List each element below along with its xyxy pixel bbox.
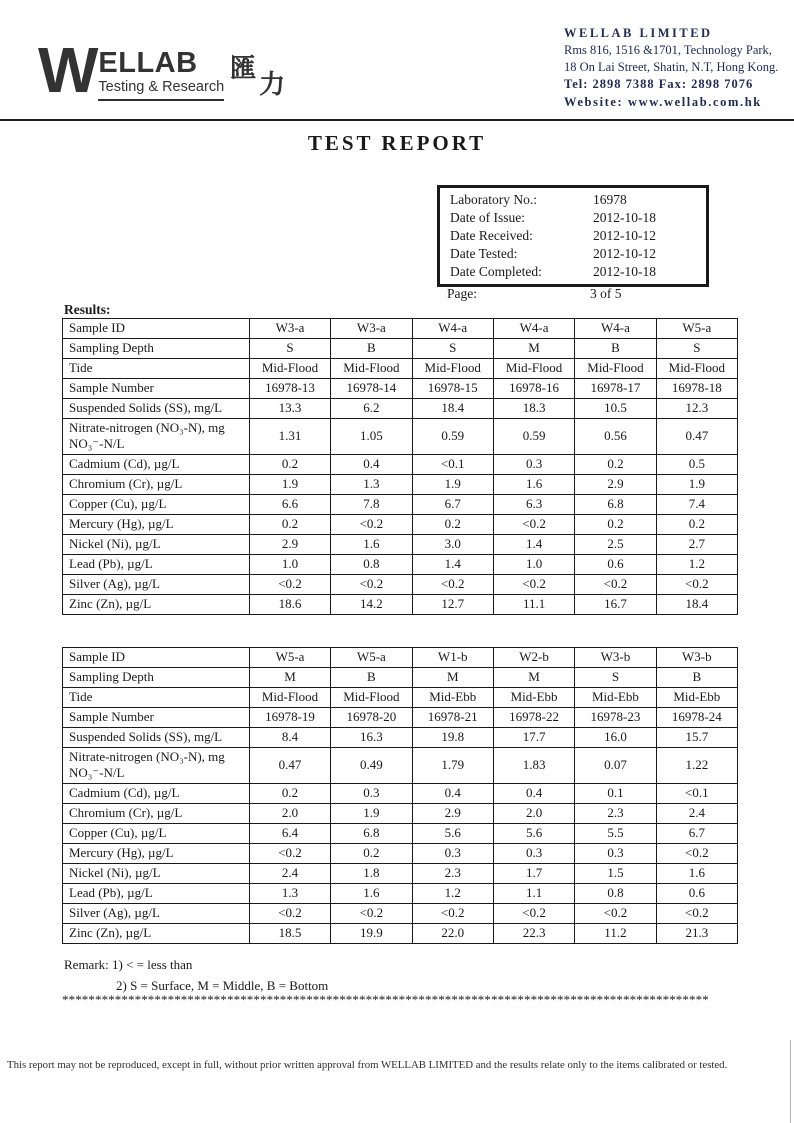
row-label: Sample Number [63, 708, 250, 728]
row-value: 1.7 [493, 863, 574, 883]
row-value: <0.2 [656, 903, 737, 923]
row-value: 0.47 [249, 748, 330, 784]
row-value: 1.3 [331, 474, 412, 494]
row-value: 1.31 [249, 419, 330, 455]
row-value: B [331, 668, 412, 688]
row-value: 0.6 [656, 883, 737, 903]
row-value: Mid-Flood [656, 359, 737, 379]
row-value: 0.8 [331, 554, 412, 574]
row-value: 10.5 [575, 399, 656, 419]
logo-chinese-char-1: 匯 [230, 54, 257, 83]
row-value: 0.2 [656, 514, 737, 534]
row-value: 16978-18 [656, 379, 737, 399]
row-value: 2.4 [656, 803, 737, 823]
row-value: 6.8 [575, 494, 656, 514]
row-value: 1.6 [331, 534, 412, 554]
row-value: 0.6 [575, 554, 656, 574]
row-label: Nickel (Ni), µg/L [63, 534, 250, 554]
row-value: 7.4 [656, 494, 737, 514]
row-value: 0.07 [575, 748, 656, 784]
row-value: 1.83 [493, 748, 574, 784]
row-value: 6.6 [249, 494, 330, 514]
row-value: 19.8 [412, 728, 493, 748]
table-row [63, 843, 738, 863]
scan-edge-artifact [790, 1040, 791, 1123]
row-value: <0.2 [249, 843, 330, 863]
row-value: 1.0 [249, 554, 330, 574]
table-row [63, 454, 738, 474]
row-label: Nickel (Ni), µg/L [63, 863, 250, 883]
lab-info-value: 2012-10-18 [593, 263, 656, 279]
row-label: Lead (Pb), µg/L [63, 554, 250, 574]
row-value: 12.7 [412, 594, 493, 614]
row-value: M [249, 668, 330, 688]
row-value: 11.2 [575, 923, 656, 943]
row-label: Copper (Cu), µg/L [63, 494, 250, 514]
wellab-logo [38, 34, 286, 106]
row-value: W2-b [493, 648, 574, 668]
row-value: 1.6 [331, 883, 412, 903]
page-number-row [447, 286, 709, 302]
table-row [63, 359, 738, 379]
table-row [63, 688, 738, 708]
table-row [63, 399, 738, 419]
table-row [63, 748, 738, 784]
row-value: 16978-20 [331, 708, 412, 728]
logo-tagline: Testing & Research [98, 79, 225, 95]
header-divider-rule [0, 119, 794, 121]
lab-info-value: 2012-10-12 [593, 227, 656, 243]
row-value: 6.7 [412, 494, 493, 514]
row-value: 22.3 [493, 923, 574, 943]
lab-info-value: 2012-10-12 [593, 245, 656, 261]
row-value: 2.4 [249, 863, 330, 883]
row-value: 6.7 [656, 823, 737, 843]
row-value: 1.22 [656, 748, 737, 784]
table-row [63, 668, 738, 688]
row-value: Mid-Flood [331, 688, 412, 708]
row-value: 8.4 [249, 728, 330, 748]
row-value: 18.4 [656, 594, 737, 614]
row-value: 1.3 [249, 883, 330, 903]
logo-chinese-char-2: 力 [259, 70, 286, 99]
row-value: 1.9 [412, 474, 493, 494]
row-value: 0.2 [249, 514, 330, 534]
company-address-line-2: 18 On Lai Street, Shatin, N.T, Hong Kong. [564, 60, 779, 75]
logo-w-letter: W [38, 34, 97, 106]
row-value: 0.2 [331, 843, 412, 863]
row-value: <0.2 [656, 843, 737, 863]
company-info-block [564, 25, 790, 111]
row-value: 5.5 [575, 823, 656, 843]
row-label: Mercury (Hg), µg/L [63, 843, 250, 863]
row-value: 0.1 [575, 783, 656, 803]
row-value: 19.9 [331, 923, 412, 943]
row-value: 16978-22 [493, 708, 574, 728]
row-value: 18.6 [249, 594, 330, 614]
row-value: 2.9 [249, 534, 330, 554]
logo-chinese-characters [230, 48, 284, 104]
row-value: 16.0 [575, 728, 656, 748]
row-value: 18.3 [493, 399, 574, 419]
table-row [63, 319, 738, 339]
row-value: 21.3 [656, 923, 737, 943]
row-label: Copper (Cu), µg/L [63, 823, 250, 843]
row-value: W3-b [575, 648, 656, 668]
table-row [63, 863, 738, 883]
row-label: Sampling Depth [63, 339, 250, 359]
row-value: <0.2 [331, 514, 412, 534]
row-value: 0.3 [493, 843, 574, 863]
row-value: <0.2 [249, 903, 330, 923]
row-value: <0.2 [575, 574, 656, 594]
row-value: Mid-Flood [249, 359, 330, 379]
lab-info-label: Laboratory No.: [450, 192, 537, 207]
lab-info-label: Date of Issue: [450, 209, 525, 225]
lab-info-value: 16978 [593, 192, 627, 207]
row-label: Sample ID [63, 319, 250, 339]
row-value: <0.1 [656, 783, 737, 803]
row-value: 6.2 [331, 399, 412, 419]
row-value: S [249, 339, 330, 359]
row-value: 0.56 [575, 419, 656, 455]
table-row [63, 474, 738, 494]
company-website: Website: www.wellab.com.hk [564, 94, 762, 109]
row-value: 2.9 [412, 803, 493, 823]
asterisk-separator: ************************************************************************************************** [62, 992, 709, 1007]
row-value: W4-a [575, 319, 656, 339]
results-heading: Results: [64, 302, 111, 317]
row-label: Sample ID [63, 648, 250, 668]
row-value: 0.4 [412, 783, 493, 803]
lab-info-value: 2012-10-18 [593, 209, 656, 225]
row-value: <0.2 [412, 903, 493, 923]
row-value: W1-b [412, 648, 493, 668]
row-value: Mid-Flood [493, 359, 574, 379]
row-value: 0.4 [331, 454, 412, 474]
table-row [63, 554, 738, 574]
row-value: 16.3 [331, 728, 412, 748]
row-value: 0.3 [493, 454, 574, 474]
remark-line-1: Remark: 1) < = less than [64, 957, 193, 972]
table-row [63, 883, 738, 903]
row-value: Mid-Ebb [656, 688, 737, 708]
row-value: 2.5 [575, 534, 656, 554]
page-number-label: Page: [447, 286, 477, 301]
footer-disclaimer: This report may not be reproduced, except in full, without prior written approval from WELLAB LIMITED and the results relate only to the items calibrated or tested. [7, 1059, 728, 1071]
row-value: 2.7 [656, 534, 737, 554]
row-label: Cadmium (Cd), µg/L [63, 454, 250, 474]
row-value: 0.2 [575, 514, 656, 534]
lab-info-label: Date Tested: [450, 245, 518, 261]
row-value: 2.0 [249, 803, 330, 823]
table-row [63, 708, 738, 728]
row-value: <0.2 [656, 574, 737, 594]
row-label: Sample Number [63, 379, 250, 399]
row-value: 11.1 [493, 594, 574, 614]
row-value: <0.2 [412, 574, 493, 594]
row-value: 2.0 [493, 803, 574, 823]
row-value: W5-a [249, 648, 330, 668]
row-label: Suspended Solids (SS), mg/L [63, 399, 250, 419]
table-row [63, 419, 738, 455]
row-value: W3-a [331, 319, 412, 339]
table-row [63, 728, 738, 748]
row-value: 0.59 [493, 419, 574, 455]
row-label: Tide [63, 688, 250, 708]
results-table-flood [62, 318, 738, 615]
row-value: Mid-Flood [331, 359, 412, 379]
row-value: 16978-24 [656, 708, 737, 728]
row-value: 1.05 [331, 419, 412, 455]
table-row [63, 339, 738, 359]
row-value: <0.2 [331, 903, 412, 923]
row-value: 0.3 [331, 783, 412, 803]
table-row [63, 514, 738, 534]
row-value: 16.7 [575, 594, 656, 614]
row-value: 6.3 [493, 494, 574, 514]
table-row [63, 783, 738, 803]
row-value: S [656, 339, 737, 359]
row-value: 2.3 [575, 803, 656, 823]
row-value: 5.6 [493, 823, 574, 843]
lab-info-row [450, 191, 706, 209]
row-value: Mid-Flood [249, 688, 330, 708]
row-value: <0.1 [412, 454, 493, 474]
lab-info-row [450, 245, 706, 263]
row-value: M [493, 668, 574, 688]
row-value: 1.79 [412, 748, 493, 784]
row-value: 16978-15 [412, 379, 493, 399]
row-value: W5-a [656, 319, 737, 339]
row-value: 0.59 [412, 419, 493, 455]
row-value: 0.2 [249, 783, 330, 803]
row-value: 1.2 [412, 883, 493, 903]
row-value: 1.9 [249, 474, 330, 494]
row-value: W5-a [331, 648, 412, 668]
row-value: 0.5 [656, 454, 737, 474]
row-value: 1.6 [493, 474, 574, 494]
row-value: 13.3 [249, 399, 330, 419]
row-value: B [575, 339, 656, 359]
row-value: 16978-23 [575, 708, 656, 728]
row-value: W3-b [656, 648, 737, 668]
row-value: 16978-21 [412, 708, 493, 728]
row-value: 3.0 [412, 534, 493, 554]
row-value: 18.5 [249, 923, 330, 943]
row-label: Nitrate-nitrogen (NO₃-N), mg NO₃⁻-N/L [63, 419, 250, 455]
row-value: 0.2 [575, 454, 656, 474]
row-label: Silver (Ag), µg/L [63, 574, 250, 594]
logo-ellab-text: ELLAB [98, 47, 198, 79]
row-label: Chromium (Cr), µg/L [63, 474, 250, 494]
table-row [63, 574, 738, 594]
row-value: 0.4 [493, 783, 574, 803]
table-row [63, 803, 738, 823]
row-value: 1.9 [331, 803, 412, 823]
row-value: 0.8 [575, 883, 656, 903]
row-value: <0.2 [575, 903, 656, 923]
row-value: B [331, 339, 412, 359]
lab-info-row [450, 209, 706, 227]
row-label: Zinc (Zn), µg/L [63, 594, 250, 614]
row-value: 6.4 [249, 823, 330, 843]
row-value: 17.7 [493, 728, 574, 748]
row-label: Mercury (Hg), µg/L [63, 514, 250, 534]
row-value: 6.8 [331, 823, 412, 843]
row-value: S [575, 668, 656, 688]
logo-text-block [98, 49, 224, 101]
row-value: S [412, 339, 493, 359]
results-table-ebb [62, 647, 738, 944]
row-value: 0.49 [331, 748, 412, 784]
row-value: 16978-17 [575, 379, 656, 399]
row-value: 16978-19 [249, 708, 330, 728]
row-value: 14.2 [331, 594, 412, 614]
table-row [63, 494, 738, 514]
table-row [63, 923, 738, 943]
row-label: Zinc (Zn), µg/L [63, 923, 250, 943]
row-value: M [493, 339, 574, 359]
row-value: 16978-14 [331, 379, 412, 399]
remark-line-2: 2) S = Surface, M = Middle, B = Bottom [116, 978, 329, 993]
row-value: Mid-Ebb [412, 688, 493, 708]
row-value: 1.6 [656, 863, 737, 883]
table-row [63, 903, 738, 923]
row-label: Lead (Pb), µg/L [63, 883, 250, 903]
row-value: 1.2 [656, 554, 737, 574]
row-label: Chromium (Cr), µg/L [63, 803, 250, 823]
row-value: 1.9 [656, 474, 737, 494]
row-value: 1.5 [575, 863, 656, 883]
company-address-line-1: Rms 816, 1516 &1701, Technology Park, [564, 43, 772, 58]
row-value: 7.8 [331, 494, 412, 514]
table-row [63, 379, 738, 399]
row-value: 1.1 [493, 883, 574, 903]
row-value: <0.2 [331, 574, 412, 594]
row-value: 2.3 [412, 863, 493, 883]
row-label: Nitrate-nitrogen (NO₃-N), mg NO₃⁻-N/L [63, 748, 250, 784]
row-value: 12.3 [656, 399, 737, 419]
row-label: Cadmium (Cd), µg/L [63, 783, 250, 803]
lab-info-row [450, 227, 706, 245]
lab-info-row [450, 263, 706, 281]
company-tel-fax: Tel: 2898 7388 Fax: 2898 7076 [564, 77, 754, 92]
row-value: <0.2 [493, 514, 574, 534]
row-value: 18.4 [412, 399, 493, 419]
row-value: <0.2 [249, 574, 330, 594]
row-value: W4-a [412, 319, 493, 339]
row-value: 1.4 [493, 534, 574, 554]
row-value: B [656, 668, 737, 688]
row-value: 5.6 [412, 823, 493, 843]
page-title: TEST REPORT [307, 131, 487, 155]
row-value: <0.2 [493, 903, 574, 923]
row-value: 15.7 [656, 728, 737, 748]
lab-info-label: Date Received: [450, 227, 533, 243]
row-value: 1.0 [493, 554, 574, 574]
table-row [63, 534, 738, 554]
row-value: M [412, 668, 493, 688]
row-value: 0.3 [412, 843, 493, 863]
row-value: Mid-Flood [575, 359, 656, 379]
row-value: 0.3 [575, 843, 656, 863]
row-value: W3-a [249, 319, 330, 339]
row-value: <0.2 [493, 574, 574, 594]
row-value: 22.0 [412, 923, 493, 943]
lab-info-label: Date Completed: [450, 263, 542, 279]
table-row [63, 823, 738, 843]
row-label: Tide [63, 359, 250, 379]
row-value: Mid-Ebb [493, 688, 574, 708]
row-label: Suspended Solids (SS), mg/L [63, 728, 250, 748]
row-value: Mid-Ebb [575, 688, 656, 708]
row-value: 2.9 [575, 474, 656, 494]
row-value: 0.47 [656, 419, 737, 455]
company-name: WELLAB LIMITED [564, 26, 713, 40]
row-value: 16978-13 [249, 379, 330, 399]
row-value: W4-a [493, 319, 574, 339]
lab-info-box [437, 185, 709, 287]
row-value: 16978-16 [493, 379, 574, 399]
row-value: 1.4 [412, 554, 493, 574]
table-row [63, 648, 738, 668]
row-value: 0.2 [412, 514, 493, 534]
page-number-value: 3 of 5 [590, 286, 622, 301]
row-label: Sampling Depth [63, 668, 250, 688]
row-value: 0.2 [249, 454, 330, 474]
row-value: Mid-Flood [412, 359, 493, 379]
row-label: Silver (Ag), µg/L [63, 903, 250, 923]
row-value: 1.8 [331, 863, 412, 883]
table-row [63, 594, 738, 614]
